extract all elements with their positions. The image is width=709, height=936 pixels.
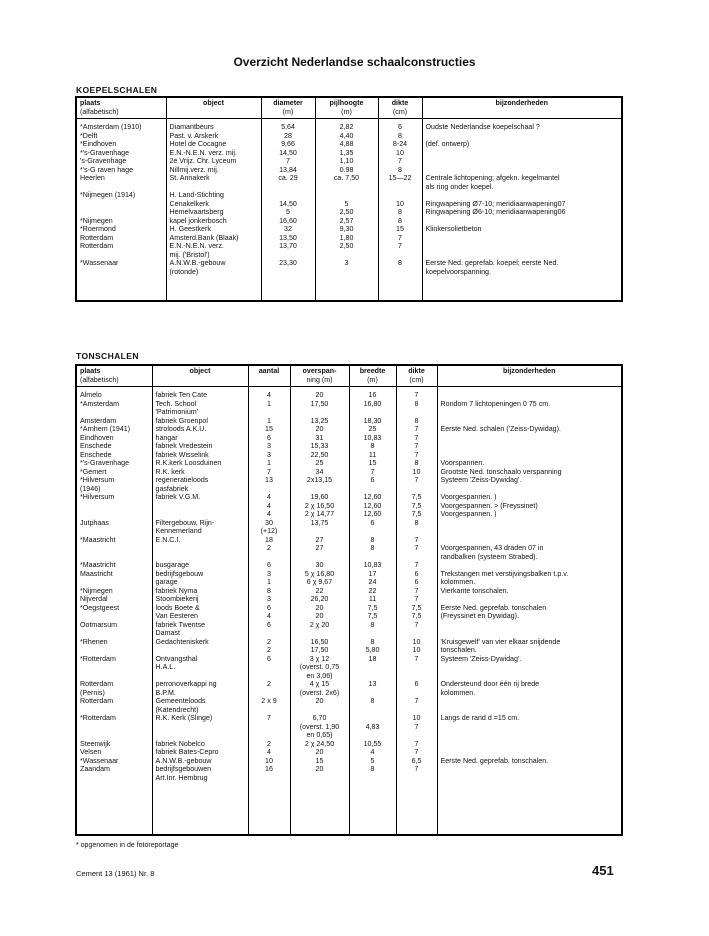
tons-header-sub: (cm) — [409, 375, 424, 384]
table-cell: 16,80 18,30 25 10,83 8 11 15 7 6 12,60 12,60 12,60 — [349, 400, 396, 519]
table-row — [76, 119, 622, 132]
table-row — [76, 259, 622, 276]
table-row — [76, 132, 622, 192]
table-cell: 6 — [349, 519, 396, 536]
tons-header-label: breedte — [359, 367, 386, 375]
table-cell: 23,30 — [261, 259, 315, 276]
table-row — [76, 191, 622, 259]
table-cell: 1 1 15 6 3 3 1 7 13 4 4 4 — [248, 400, 290, 519]
tons-header-label: aantal — [258, 367, 280, 375]
table-cell: 5,64 — [261, 119, 315, 132]
tons-header-0 — [76, 365, 152, 387]
table-filler-cell — [76, 782, 152, 835]
table-cell: 6,70 (overst. 1,90 en 0,65) — [290, 714, 349, 740]
table-cell: 10,55 4 5 8 — [349, 740, 396, 783]
table-cell: Diamantbeurs — [166, 119, 261, 132]
koepel-header-sub: (alfabetisch) — [80, 107, 119, 116]
koepel-header-label: plaats — [80, 99, 101, 107]
table-cell: *Wassenaar — [80, 259, 119, 267]
table-row — [76, 740, 622, 783]
table-cell: Ringwapening Ø7-10; meridiaanwapening07 Ringwapening Ø6-10; meridiaanwapening06 Klinkersolietbeton — [422, 191, 622, 259]
section-heading-tonschalen: TONSCHALEN — [76, 351, 139, 361]
table-cell: Voorgespannen, 43 draden 07 in randbalken (systeem Strabed). — [437, 536, 622, 562]
koepel-header-label: dikte — [391, 99, 409, 107]
table-cell: R.K. Kerk (Slinge) — [152, 714, 248, 740]
koepel-header-0 — [76, 97, 166, 119]
tons-header-sub: (alfabetisch) — [80, 375, 119, 384]
table-cell: *Delft *Eindhoven *'s-Gravenhage 's-Gravenhage *'s-G raven hage Heerlen — [80, 131, 134, 182]
table-cell: Eerste Ned. geprefab. tonschalen. — [437, 740, 622, 783]
table-cell: 30 (+12) — [248, 519, 290, 536]
table-filler-cell — [166, 276, 261, 301]
table-cell: 8 8-24 10 7 8 15—22 — [378, 132, 422, 192]
table-cell: 6 7 — [396, 680, 437, 714]
table-cell: 2 χ 24,50 20 15 20 — [290, 740, 349, 783]
table-cell: 7 7 6,5 7 — [396, 740, 437, 783]
table-cell: Past. v. Arskerk Hotel de Cocagne E.N.-N.E.N. verz. mij. 2e Vrijz. Chr. Lyceum Nillmij.verz. mij. St. Annakerk — [166, 132, 261, 192]
table-cell: 10,83 17 24 22 11 7,5 7,5 8 8 5,80 18 — [349, 561, 396, 680]
table-cell: 7 — [396, 387, 437, 400]
table-cell: Rotterdam (Pernis) Rotterdam — [80, 680, 114, 705]
table-cell: *Nijmegen (1914) *Nijmegen *Roermond Rotterdam Rotterdam — [80, 191, 136, 250]
table-cell: E.N.C.I. — [152, 536, 248, 562]
table-cell: 10 8 8 15 7 7 — [378, 191, 422, 259]
table-cell: Langs de rand d =15 cm. — [437, 714, 622, 740]
table-filler-cell — [422, 276, 622, 301]
table-cell: 8 8 7 7 7 7 8 10 7 7,5 7,5 7,5 — [396, 400, 437, 519]
table-cell: 4 — [248, 387, 290, 400]
table-cell: Oudste Nederlandse koepelschaal ? — [422, 119, 622, 132]
table-cell: 13 8 — [349, 680, 396, 714]
koepel-header-sub: (m) — [282, 107, 294, 116]
table-filler-cell — [437, 782, 622, 835]
table-cell: *Rotterdam — [80, 714, 116, 722]
koepel-header-label: pijlhoogte — [329, 99, 364, 107]
table-filler-cell — [76, 276, 166, 301]
section-heading-koepelschalen: KOEPELSCHALEN — [76, 85, 158, 95]
table-cell: *Maastricht Maastricht *Nijmegen Nijverdal *Oegstgeest Ootmarsum *Rhenen *Rotterdam — [80, 561, 120, 663]
page-title: Overzicht Nederlandse schaalconstructies — [233, 55, 476, 69]
table-cell: 16 — [349, 387, 396, 400]
table-cell: 2 4 10 16 — [248, 740, 290, 783]
table-cell: (def. ontwerp) Centrale lichtopening; afgekn. kegelmantel als ring onder koepel. — [422, 132, 622, 192]
table-filler-cell — [396, 782, 437, 835]
table-cell: 30 5 χ 16,80 6 χ 9,67 22 26,20 20 20 2 χ 20 16,50 17,50 3 χ 12 (overst. 0,75 en 3,06) — [290, 561, 349, 680]
table-cell: Filtergebouw, Rijn- Kennemerland — [152, 519, 248, 536]
table-filler-cell — [261, 276, 315, 301]
tons-header-6 — [437, 365, 622, 387]
journal-footer: Cement 13 (1961) Nr. 8 — [76, 869, 155, 878]
tons-header-label: plaats — [80, 367, 101, 375]
table-cell: *Maastricht — [80, 535, 116, 544]
table-row — [76, 387, 622, 400]
table-filler-row — [76, 782, 622, 835]
table-cell: Rondom 7 lichtopeningen 0 75 cm. Eerste Ned. schalen ('Zeiss-Dywidag). Voorspannen. Grootste Ned. tonschaalo verspanning Systeem 'Zeiss-Dywidag'. Voorgespannen. ) Voorgespannen. > (Freyssinet) Voorgespannen. ) — [437, 400, 622, 519]
koepel-header-sub: (cm) — [392, 107, 408, 116]
table-cell: Ondersteund door één rij brede kolommen. — [437, 680, 622, 714]
table-cell: 6 3 1 8 3 6 4 6 2 2 6 — [248, 561, 290, 680]
table-cell: H. Land-Stichting Cenakelkerk Hemelvaartsberg kapel jonkerbosch H. Geestkerk Amsterd.Bank (Blaak) E.N.-N.E.N. verz. mij. ('Bristol') — [166, 191, 261, 259]
table-cell: Tech. School 'Patrimonium' fabriek Groenpol stroloods A.K.U. hangar fabriek Vredestein fabriek Wisselink R.K.kerk Loosduinen R.K. kerk regeneratieloods gasfabriek fabriek V.G.M. — [152, 400, 248, 519]
koepel-header-4 — [378, 97, 422, 119]
table-cell: 20 — [290, 387, 349, 400]
table-filler-row — [76, 276, 622, 301]
table-cell: 7 7 — [396, 536, 437, 562]
table-cell: Trekstangen met verstijvingsbalken t.p.v. kolommen. Vierkante tonschalen. Eerste Ned. geprefab. tonschalen (Freyssinet en Dywidag). 'Kruisgewelf' van vier elkaar snijdende tonschalen. Systeem 'Zeiss-Dywidag'. — [437, 561, 622, 680]
table-row — [76, 561, 622, 680]
tonschalen-table — [75, 364, 623, 836]
table-row — [76, 680, 622, 714]
table-cell: 14,50 5 16,60 32 13,50 13,70 — [261, 191, 315, 259]
page-number: 451 — [592, 863, 614, 878]
koepel-header-2 — [261, 97, 315, 119]
table-cell — [437, 387, 622, 400]
koepelschalen-table — [75, 96, 623, 302]
table-row — [76, 536, 622, 562]
table-filler-cell — [315, 276, 378, 301]
tons-header-3 — [290, 365, 349, 387]
koepel-header-1 — [166, 97, 261, 119]
table-filler-cell — [349, 782, 396, 835]
table-cell: A.N.W.B.-gebouw (rotonde) — [166, 259, 261, 276]
table-row — [76, 714, 622, 740]
table-cell: perronoverkappi ng B.P.M. Gemeenteloods (Katendrecht) — [152, 680, 248, 714]
table-cell: 4 χ 15 (overst. 2x6) 20 — [290, 680, 349, 714]
table-cell: 2 2 x 9 — [248, 680, 290, 714]
table-filler-cell — [290, 782, 349, 835]
tons-header-2 — [248, 365, 290, 387]
tons-header-sub: (m) — [367, 375, 378, 384]
table-cell: 27 27 — [290, 536, 349, 562]
table-cell: 6 — [378, 119, 422, 132]
koepel-header-label: object — [203, 99, 224, 107]
tons-header-label: dikte — [408, 367, 425, 375]
table-row — [76, 400, 622, 519]
table-cell: 3 — [315, 259, 378, 276]
tons-header-label: overspan- — [302, 367, 337, 375]
table-filler-cell — [378, 276, 422, 301]
table-cell: Steenwijk Velsen *Wassenaar Zaandam — [80, 739, 119, 773]
table-filler-cell — [248, 782, 290, 835]
table-cell: 4,40 4,88 1,35 1,10 0.98 ca. 7,50 — [315, 132, 378, 192]
table-cell — [437, 519, 622, 536]
tons-header-5 — [396, 365, 437, 387]
table-cell: 7 — [248, 714, 290, 740]
table-cell: busgarage bedrijfsgebouw garage fabriek Nyma Stoombiekerij loods Boete & Van Eesteren fabriek Twentse Damast Gedachteniskerk Ontvangsthal H.A.L. — [152, 561, 248, 680]
table-cell: 8 — [396, 519, 437, 536]
table-cell: 5 2,50 2,57 9,30 1,80 2,50 — [315, 191, 378, 259]
table-cell: Eerste Ned. geprefab. koepel; eerste Ned. koepelvoorspanning. — [422, 259, 622, 276]
tons-header-1 — [152, 365, 248, 387]
tons-header-label: object — [189, 367, 211, 375]
table-cell: 8 — [378, 259, 422, 276]
table-cell: Jutphaas — [80, 518, 109, 527]
koepel-header-label: bijzonderheden — [495, 99, 548, 107]
table-filler-cell — [152, 782, 248, 835]
table-cell: fabriek Ten Cate — [152, 387, 248, 400]
table-cell: 8 8 — [349, 536, 396, 562]
koepel-header-5 — [422, 97, 622, 119]
table-cell: 2,82 — [315, 119, 378, 132]
table-cell: *Amsterdam Amsterdam *Arnhem (1941) Eindhoven Enschede Enschede *'s-Gravenhage *Gemert *Hilversum (1946) *Hilversum — [80, 399, 131, 501]
tons-header-label: bijzonderheden — [503, 367, 556, 375]
table-cell: 4,83 — [349, 714, 396, 740]
table-cell: 7 6 6 7 7 7,5 7,5 7 10 10 7 — [396, 561, 437, 680]
table-row — [76, 519, 622, 536]
table-cell: 28 9,66 14,50 7 13,84 ca. 29 — [261, 132, 315, 192]
table-cell: 10 7 — [396, 714, 437, 740]
table-cell: 13,75 — [290, 519, 349, 536]
table-cell: 18 2 — [248, 536, 290, 562]
koepel-header-sub: (m) — [341, 107, 352, 116]
table-cell: fabriek Nobelco fabriek Bates-Cepro A.N.W.B.-gebouw bedrijfsgebouwen Art.Inr. Hembrug — [152, 740, 248, 783]
table-cell: Almelo — [80, 391, 102, 399]
table-cell: *Amsterdam (1910) — [80, 123, 142, 131]
tons-header-sub: ning (m) — [306, 375, 333, 384]
tons-header-4 — [349, 365, 396, 387]
footnote: * opgenomen in de fotoreportage — [76, 842, 179, 849]
koepel-header-label: diameter — [273, 99, 303, 107]
table-cell: 17,50 13,25 20 31 15,33 22,50 25 34 2x13,15 19,60 2 χ 16,50 2 χ 14,77 — [290, 400, 349, 519]
koepel-header-3 — [315, 97, 378, 119]
